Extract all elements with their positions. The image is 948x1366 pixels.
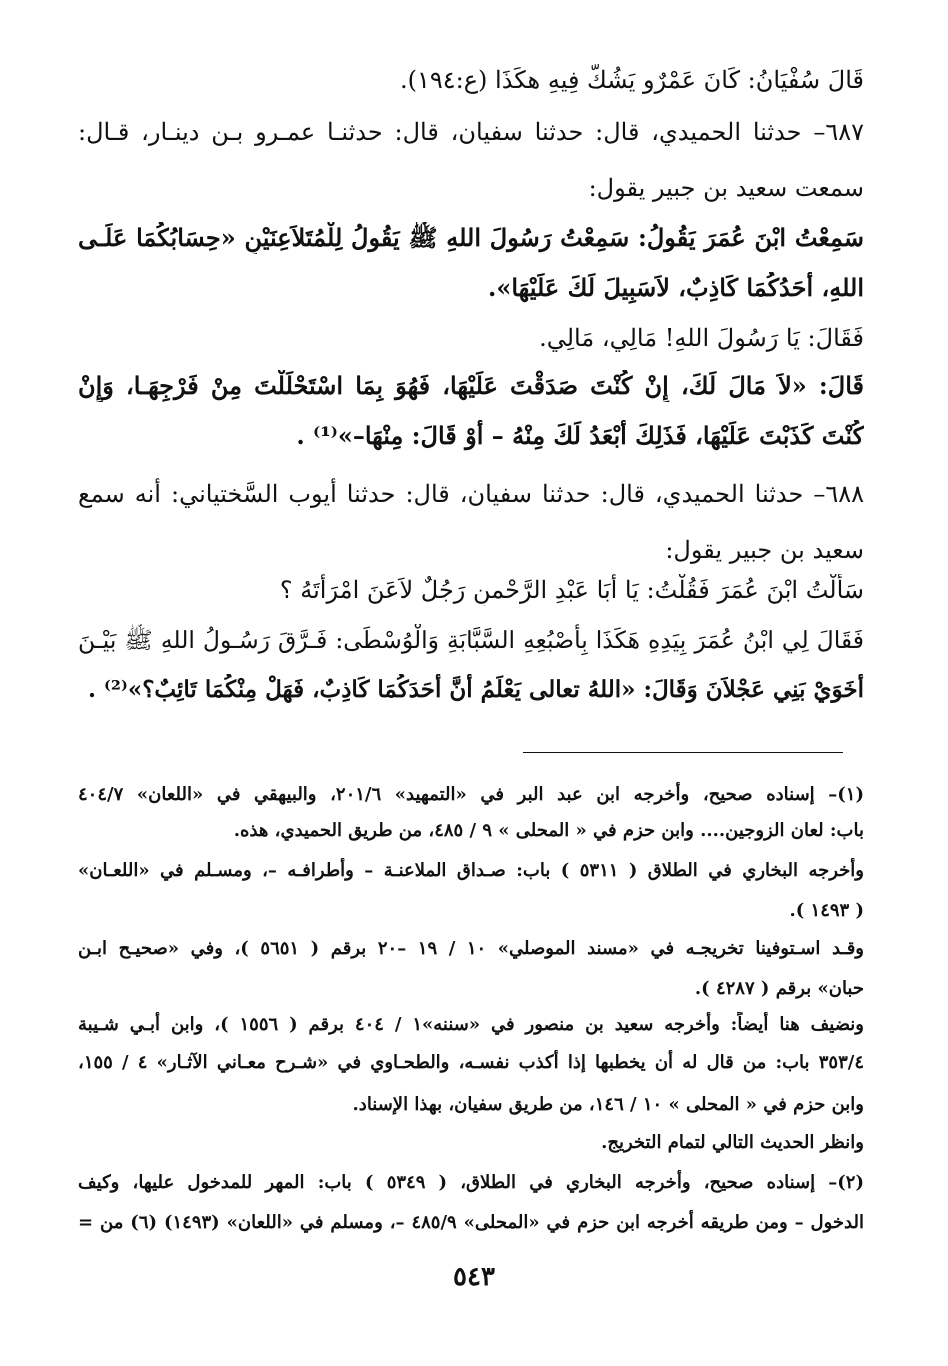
footnote-line: حبان» برقم ( ٤٢٨٧ ). (694, 978, 864, 999)
footnote-line: وانظر الحديث التالي لتمام التخريج. (601, 1132, 864, 1153)
page-number: ٥٤٣ (453, 1262, 495, 1292)
text-line: قَالَ سُفْيَانُ: كَانَ عَمْرٌو يَشُكُّ فِيهِ هكَذَا (ع:١٩٤). (399, 66, 864, 94)
hadith-text-line: اللهِ، أَحَدُكُمَا كَاذِبٌ، لاَسَبِيلَ لَكَ عَلَيْهَا». (487, 273, 864, 302)
hadith-text-line: قَالَ: «لاَ مَالَ لَكَ، إِنْ كُنْتَ صَدَقْتَ عَلَيْهَا، فَهُوَ بِمَا اسْتَحْلَلْتَ مِنْ فَرْجِهَـا، وَإِنْ (78, 371, 864, 400)
hadith-text-line: فَقَالَ لِي ابْنُ عُمَرَ بِيَدِهِ هَكَذَا بِأُصْبُعِهِ السَّبَّابَةِ وَالْوُسْطَى: فَـرَّقَ رَسُـولُ اللهِ ﷺ بَيْـنَ (78, 626, 864, 654)
hadith-text-line: كُنْتَ كَذَبْتَ عَلَيْهَا، فَذَلِكَ أَبْعَدُ لَكَ مِنْهُ – أَوْ قَالَ: مِنْهَا–»⁽¹⁾ . (296, 421, 864, 450)
footnote-line: ونضيف هنا أيضاً: وأخرجه سعيد بن منصور في «سننه»١ / ٤٠٤ برقم ( ١٥٥٦ )، وابن أبـي شـيبة (78, 1014, 864, 1035)
footnote-line: باب: لعان الزوجين.... وابن حزم في « المحلى » ٩ / ٤٨٥، من طريق الحميدي، هذه. (233, 820, 864, 841)
text-line: سمعت سعيد بن جبير يقول: (588, 174, 864, 202)
footnote-line: ( ١٤٩٣ ). (789, 900, 864, 921)
footnote-line: وقـد اسـتوفينا تخريجـه في «مسند الموصلي» ١٠ / ١٩ –٢٠ برقم ( ٥٦٥١ )، وفي «صحيـح ابـن (78, 938, 864, 959)
footnote-line: وأخرجه البخاري في الطلاق ( ٥٣١١ ) باب: صـداق الملاعنـة – وأطرافـه –، ومسـلم في «اللعـان» (78, 860, 864, 881)
hadith-text-line: سَمِعْتُ ابْنَ عُمَرَ يَقُولُ: سَمِعْتُ رَسُولَ اللهِ ﷺ يَقُولُ لِلْمُتَلاَعِنَيْنِ «حِسَابُكُمَا عَلَـى (78, 223, 864, 252)
footnote-line: ٣٥٣/٤ باب: من قال له أن يخطبها إذا أكذب نفسـه، والطحـاوي في «شـرح معـاني الآثـار» ٤ / ١٥٥، (78, 1052, 864, 1073)
hadith-text-line: أَخَوَيْ بَنِي عَجْلاَنَ وَقَالَ: «اللهُ تعالى يَعْلَمُ أَنَّ أَحَدَكُمَا كَاذِبٌ، فَهَلْ مِنْكُمَا تَائِبٌ؟»⁽²⁾ . (88, 676, 864, 703)
footnote-line: (١)– إسناده صحيح، وأخرجه ابن عبد البر في «التمهيد» ٢٠١/٦، والبيهقي في «اللعان» ٤٠٤/٧ (78, 784, 864, 805)
hadith-688-heading: ٦٨٨– حدثنا الحميدي، قال: حدثنا سفيان، قال: حدثنا أيوب السَّختياني: أنه سمع (78, 480, 864, 508)
text-line: فَقَالَ: يَا رَسُولَ اللهِ! مَالِي، مَالِي. (539, 324, 864, 352)
footnote-line: (٢)– إسناده صحيح، وأخرجه البخاري في الطلاق، ( ٥٣٤٩ ) باب: المهر للمدخول عليها، وكيف (78, 1172, 864, 1193)
hadith-687-heading: ٦٨٧– حدثنا الحميدي، قال: حدثنا سفيان، قال: حدثنـا عمـرو بـن دينـار، قـال: (78, 118, 864, 146)
footnote-separator (523, 752, 843, 753)
footnote-line: الدخول – ومن طريقه أخرجه ابن حزم في «المحلى» ٤٨٥/٩ –، ومسلم في «اللعان» (١٤٩٣) (٦) من = (78, 1212, 864, 1233)
text-line: سعيد بن جبير يقول: (665, 536, 864, 564)
footnote-line: وابن حزم في « المحلى » ١٠ / ١٤٦، من طريق سفيان، بهذا الإسناد. (352, 1094, 864, 1115)
hadith-text-line: سَأَلْتُ ابْنَ عُمَرَ فَقُلْتُ: يَا أَبَا عَبْدِ الرَّحْمنِ رَجُلٌ لاَعَنَ امْرَأَتَهُ ؟ (279, 576, 864, 604)
